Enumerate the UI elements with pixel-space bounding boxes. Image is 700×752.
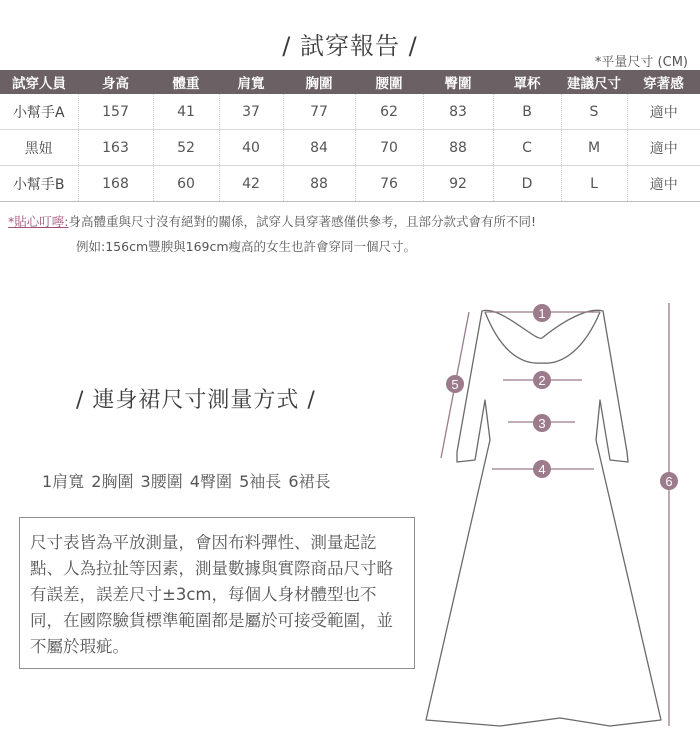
cell-tester: 小幫手A [0,94,78,130]
header-cup: 罩杯 [493,70,561,94]
cell-waist: 62 [355,94,423,130]
cell-cup: C [493,130,561,166]
cell-tester: 小幫手B [0,166,78,202]
cell-suggested-size: M [561,130,627,166]
measure-title: / 連身裙尺寸測量方式 / [76,388,316,413]
cell-weight: 52 [153,130,219,166]
header-shoulder: 肩寬 [219,70,283,94]
measure-lines [441,303,669,726]
measure-legend: 1肩寬 2胸圍 3腰圍 4臀圍 5袖長 6裙長 [42,472,331,491]
header-bust: 胸圍 [283,70,355,94]
marker-6 [660,472,678,490]
cell-weight: 60 [153,166,219,202]
header-suggested-size: 建議尺寸 [561,70,627,94]
note-label: *貼心叮嚀: [8,214,69,229]
cell-fit: 適中 [627,130,700,166]
header-fit: 穿著感 [627,70,700,94]
cell-fit: 適中 [627,166,700,202]
header-hip: 臀圍 [423,70,493,94]
cell-height: 168 [78,166,153,202]
cell-suggested-size: S [561,94,627,130]
cell-height: 163 [78,130,153,166]
marker-4-label: 4 [538,462,546,477]
cell-cup: B [493,94,561,130]
marker-5-label: 5 [451,377,459,392]
cell-tester: 黑妞 [0,130,78,166]
marker-6-label: 6 [665,474,673,489]
report-title: / 試穿報告 / [282,32,418,60]
header-waist: 腰圍 [355,70,423,94]
cell-hip: 92 [423,166,493,202]
disclaimer-box: 尺寸表皆為平放測量，會因布料彈性、測量起訖點、人為拉扯等因素，測量數據與實際商品尺寸略有誤差，誤差尺寸±3cm，每個人身材體型也不同，在國際驗貨標準範圍都是屬於可接受範圍，並不屬於瑕疵。 [19,517,415,669]
unit-note: *平量尺寸 (CM) [594,55,688,70]
marker-4 [533,460,551,478]
cell-weight: 41 [153,94,219,130]
cell-hip: 88 [423,130,493,166]
cell-cup: D [493,166,561,202]
cell-fit: 適中 [627,94,700,130]
cell-shoulder: 37 [219,94,283,130]
cell-bust: 77 [283,94,355,130]
cell-suggested-size: L [561,166,627,202]
marker-3-label: 3 [538,416,546,431]
marker-2-label: 2 [538,373,546,388]
marker-1-label: 1 [538,306,546,321]
header-weight: 體重 [153,70,219,94]
cell-hip: 83 [423,94,493,130]
cell-waist: 70 [355,130,423,166]
cell-shoulder: 42 [219,166,283,202]
marker-5 [446,375,464,393]
cell-bust: 88 [283,166,355,202]
marker-3 [533,414,551,432]
note-line-2: 例如:156cm豐腴與169cm瘦高的女生也許會穿同一個尺寸。 [76,239,417,254]
marker-2 [533,371,551,389]
marker-1 [533,304,551,322]
cell-bust: 84 [283,130,355,166]
header-tester: 試穿人員 [0,70,78,94]
note-text-1: 身高體重與尺寸沒有絕對的關係，試穿人員穿著感僅供參考，且部分款式會有所不同! [68,214,536,229]
header-height: 身高 [78,70,153,94]
cell-height: 157 [78,94,153,130]
cell-shoulder: 40 [219,130,283,166]
cell-waist: 76 [355,166,423,202]
